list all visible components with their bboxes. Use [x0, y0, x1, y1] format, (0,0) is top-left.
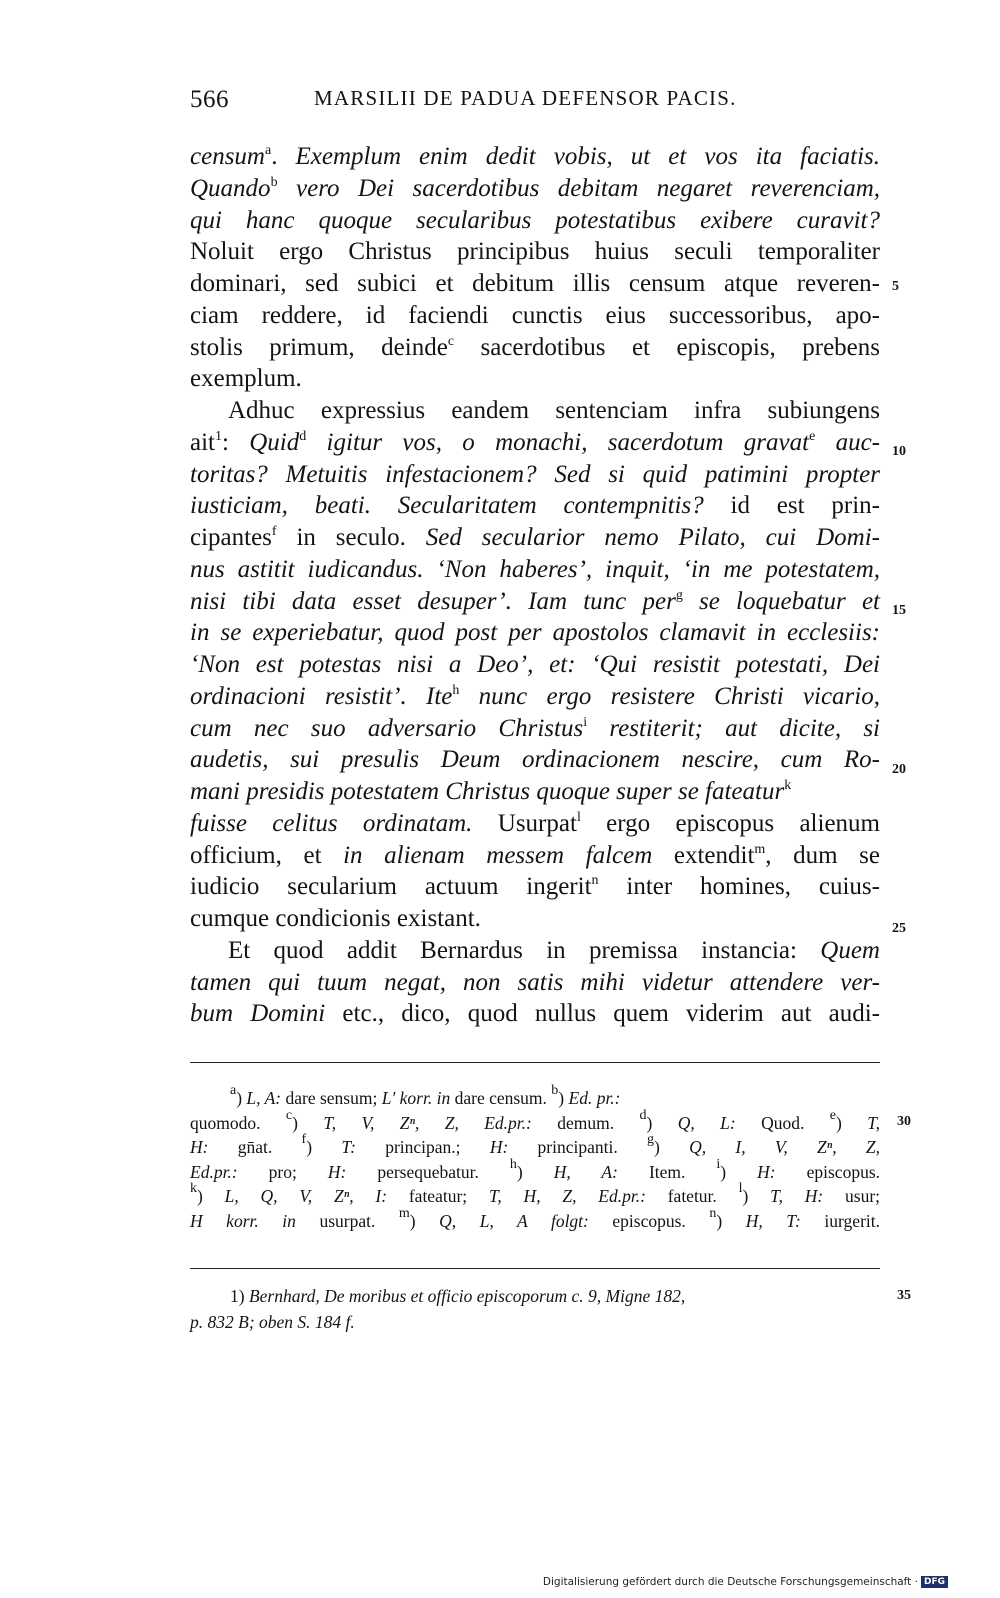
text-run: in se experiebatur, quod post per apostolos clamavit in ecclesiis: [190, 619, 880, 647]
text-run: Et quod addit Bernardus in premissa instancia: [228, 936, 821, 964]
text-run: usur; [823, 1186, 881, 1206]
apparatus-line [190, 1181, 881, 1208]
text-run: extendit [652, 841, 755, 869]
text-run: in alienam messem falcem [343, 841, 653, 869]
text-run: dominari, sed subici et debitum illis censum atque reveren- [190, 270, 880, 297]
text-run: Quid [249, 428, 300, 456]
text-run: H: [757, 1161, 776, 1182]
text-line [190, 269, 880, 299]
text-run: se loquebatur et [682, 587, 880, 615]
text-run: etc., dico, quod nullus quem viderim aut audi- [325, 1000, 880, 1028]
text-run: ordinacioni resistit’. Ite [190, 682, 453, 710]
text-line [190, 428, 880, 458]
text-run: Quando [190, 174, 271, 202]
text-run: gn̄at. [208, 1137, 302, 1157]
text-line [190, 206, 880, 236]
text-run: 1) [230, 1286, 249, 1306]
text-run: censum [190, 143, 265, 170]
text-run: nus astitit iudicandus. ‘Non haberes’, inquit, ‘in me potestatem, [190, 555, 880, 583]
text-line [190, 618, 880, 648]
text-run: persequebatur. [346, 1161, 510, 1182]
text-run: ergo episcopus alienum [580, 809, 880, 837]
text-line [190, 587, 880, 617]
text-line [190, 237, 880, 267]
text-run: tamen qui tuum negat, non satis mihi videtur attendere ver- [190, 968, 880, 996]
text-line [190, 142, 880, 172]
text-run: officium, et [190, 841, 344, 869]
text-run: dare sensum; [281, 1088, 382, 1108]
note-marker: d [299, 428, 307, 444]
text-run: Quem [820, 936, 880, 964]
note-marker: g [647, 1132, 655, 1147]
footnote-line [190, 1310, 880, 1334]
text-run: Item. [617, 1161, 717, 1182]
text-run: ) [292, 1112, 324, 1133]
text-run: fuisse celitus ordinatam. [190, 809, 473, 837]
text-run: : [222, 428, 250, 456]
text-run: H, A: [553, 1161, 618, 1182]
text-run: Q, I, V, Zⁿ, Z, [689, 1137, 881, 1157]
text-run: T, [867, 1112, 881, 1133]
text-run: pro; [237, 1161, 328, 1182]
credit-text: Digitalisierung gefördert durch die Deutsche Forschungsgemeinschaft · [542, 1576, 918, 1588]
note-marker: i [716, 1156, 721, 1172]
text-line [190, 999, 880, 1029]
text-line [190, 872, 880, 902]
apparatus-line [190, 1132, 881, 1159]
text-run: Ed. pr.: [568, 1088, 621, 1108]
note-marker: i [583, 714, 588, 730]
text-run: iudicio secularium actuum ingerit [190, 873, 592, 901]
text-run: ) [306, 1137, 342, 1157]
note-marker: l [576, 809, 581, 825]
text-run: ) [236, 1088, 247, 1108]
text-run: quomodo. [190, 1112, 286, 1133]
text-run: episcopus. [775, 1161, 881, 1182]
text-run: T, V, Zⁿ, Z, Ed.pr.: [323, 1112, 532, 1133]
note-marker: n [709, 1205, 717, 1221]
text-run: L, Q, V, Zⁿ, I: [224, 1186, 388, 1206]
apparatus-rule [190, 1062, 880, 1063]
line-number: 10 [892, 444, 906, 459]
text-run: toritas? Metuitis infestacionem? Sed si quid patimini propter [190, 460, 880, 488]
text-run: ) [720, 1161, 758, 1182]
text-run: T, H, Z, Ed.pr.: [488, 1186, 646, 1206]
text-run: H korr. in [190, 1210, 296, 1231]
text-run: id est prin- [703, 492, 880, 520]
note-marker: n [591, 873, 599, 889]
text-run: H, T: [745, 1210, 801, 1231]
text-run: L, A: [246, 1088, 282, 1108]
text-run: in seculo. [276, 524, 426, 551]
line-number: 15 [892, 603, 906, 618]
text-run: Ed.pr.: [190, 1161, 238, 1182]
text-line [190, 174, 880, 204]
text-run: Sed secularior nemo Pilato, cui Domi- [425, 524, 880, 551]
text-run: igitur vos, o monachi, sacerdotum gravat [306, 428, 810, 456]
text-run: bum Domini [190, 1000, 326, 1028]
text-run: L′ korr. in [381, 1088, 451, 1108]
text-run: restiterit; aut dicite, si [587, 714, 881, 742]
text-run: ) [716, 1210, 746, 1231]
text-run: cipantes [190, 524, 272, 551]
note-marker: d [639, 1107, 647, 1123]
note-marker: f [271, 524, 277, 539]
text-run: ) [516, 1161, 554, 1182]
footnote-line [230, 1284, 880, 1308]
apparatus-line [190, 1205, 880, 1233]
text-run: mani presidis potestatem Christus quoque super se fateatur [190, 778, 785, 805]
note-marker: k [190, 1181, 197, 1196]
text-line [190, 364, 880, 394]
note-marker: b [551, 1083, 559, 1098]
text-run: auc- [815, 428, 881, 456]
text-run: episcopus. [588, 1210, 710, 1231]
page-number: 566 [190, 86, 229, 113]
text-line [190, 777, 880, 807]
text-run: usurpat. [295, 1210, 399, 1231]
text-line [190, 491, 880, 521]
text-run: dare censum. [450, 1088, 552, 1108]
line-number: 20 [892, 762, 906, 777]
note-marker: m [398, 1205, 410, 1221]
note-marker: a [264, 143, 272, 158]
text-run: Exemplum enim dedit vobis, ut et vos ita faciatis. [295, 143, 881, 170]
text-run: cum nec suo adversario Christus [190, 714, 584, 742]
footnote-rule [190, 1268, 880, 1269]
text-run: T, H: [770, 1186, 824, 1206]
text-run: ) [409, 1210, 440, 1231]
text-line [190, 460, 880, 490]
text-run: ) [742, 1186, 771, 1206]
note-marker: c [447, 333, 455, 349]
text-run: principan.; [355, 1137, 490, 1157]
text-line [190, 904, 880, 934]
apparatus-line [190, 1107, 881, 1135]
text-run: Quod. [735, 1112, 830, 1133]
running-head: MARSILII DE PADUA DEFENSOR PACIS. [314, 86, 737, 110]
text-run: ) [835, 1112, 868, 1133]
text-run: audetis, sui presulis Deum ordinacionem nescire, cum Ro- [190, 746, 880, 774]
text-run: cumque condicionis existant. [190, 905, 481, 932]
text-line [190, 301, 880, 331]
text-run: ) [558, 1088, 569, 1108]
note-marker: g [675, 587, 683, 603]
text-line [190, 555, 880, 585]
text-run: H: [190, 1137, 209, 1157]
note-marker: h [509, 1156, 517, 1172]
text-run: Usurpat [472, 809, 577, 837]
line-number: 5 [892, 279, 899, 294]
text-run: Adhuc expressius eandem sentenciam infra subiungens [228, 397, 880, 424]
text-line [190, 714, 880, 744]
text-run: Bernhard, De moribus et officio episcoporum c. 9, Migne 182, [248, 1286, 686, 1306]
text-run: fatetur. [645, 1186, 739, 1206]
text-run: fateatur; [387, 1186, 489, 1206]
text-run: , dum se [765, 841, 880, 869]
note-marker: f [301, 1132, 307, 1147]
text-run: ciam reddere, id faciendi cunctis eius successoribus, apo- [190, 301, 880, 329]
text-line [228, 936, 880, 966]
text-run: iusticiam, beati. Secularitatem contempnitis? [190, 492, 704, 520]
note-marker: h [452, 682, 460, 698]
text-run: p. 832 B; oben S. 184 f. [190, 1311, 355, 1332]
text-line [190, 745, 880, 775]
text-run: T: [341, 1137, 356, 1157]
text-run: demum. [531, 1112, 640, 1133]
text-run: nunc ergo resistere Christi vicario, [459, 682, 880, 710]
dfg-logo: DFG [921, 1576, 948, 1588]
text-run: Noluit ergo Christus principibus huius seculi temporaliter [190, 238, 880, 266]
text-line [190, 841, 880, 871]
note-marker: m [754, 841, 766, 857]
text-run: sacerdotibus et episcopis, prebens [454, 333, 880, 361]
text-run: ‘Non est potestas nisi a Deo’, et: ‘Qui resistit potestati, Dei [190, 651, 880, 678]
note-marker: b [270, 174, 278, 190]
apparatus-line [190, 1156, 881, 1184]
text-run: H: [327, 1161, 347, 1182]
text-run: H: [489, 1137, 509, 1157]
text-run: Q, L: [677, 1112, 736, 1133]
text-line [190, 682, 880, 712]
note-marker: a [230, 1083, 237, 1098]
line-number: 35 [897, 1288, 911, 1303]
note-marker: e [809, 428, 816, 444]
note-marker: c [285, 1107, 293, 1123]
note-marker: e [829, 1107, 836, 1123]
text-run: exemplum. [190, 365, 302, 393]
text-line [190, 968, 880, 998]
text-run: stolis primum, deinde [190, 333, 448, 361]
apparatus-line [230, 1083, 880, 1110]
line-number: 30 [897, 1114, 911, 1129]
text-run: ) [197, 1186, 225, 1206]
text-run: vero Dei sacerdotibus debitam negaret reverenciam, [277, 174, 880, 202]
text-line [190, 809, 880, 839]
text-line [190, 523, 880, 553]
text-run: principanti. [508, 1137, 648, 1157]
text-line [228, 396, 880, 426]
digitization-credit [543, 1576, 948, 1588]
text-line [190, 650, 880, 680]
line-number: 25 [892, 921, 906, 936]
text-run: . [271, 143, 296, 170]
text-run: inter homines, cuius- [598, 873, 880, 901]
text-run: ) [646, 1112, 678, 1133]
text-run: Q, L, A folgt: [439, 1210, 589, 1231]
text-run: ait [190, 428, 215, 456]
note-marker: k [784, 778, 792, 793]
text-run: qui hanc quoque secularibus potestatibus exibere curavit? [190, 206, 880, 234]
note-marker: 1 [215, 428, 222, 444]
text-run: nisi tibi data esset desuper’. Iam tunc per [190, 587, 676, 615]
text-run: iurgerit. [800, 1210, 880, 1231]
text-line [190, 333, 880, 363]
note-marker: l [738, 1181, 743, 1196]
text-run: ) [654, 1137, 690, 1157]
